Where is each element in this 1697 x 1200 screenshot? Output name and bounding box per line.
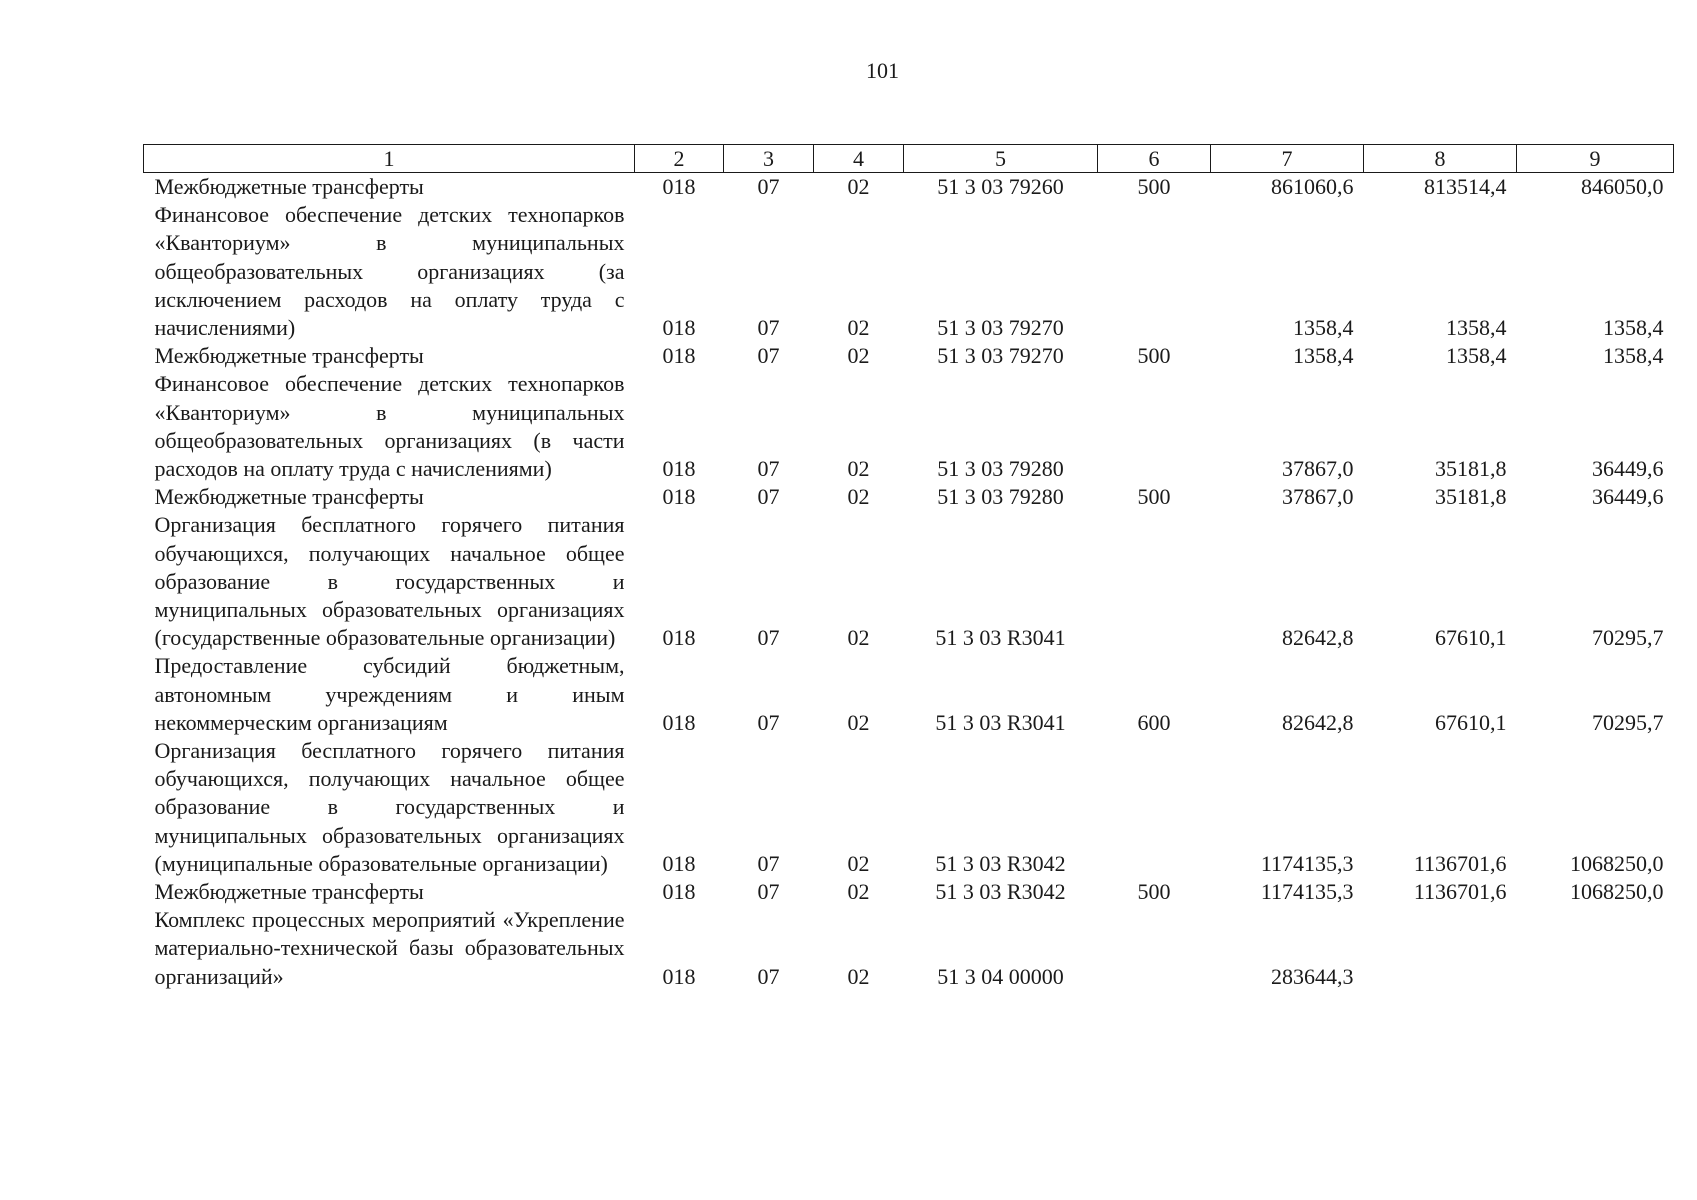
cell-subsection: 02 xyxy=(847,625,870,651)
cell-section: 07 xyxy=(757,963,780,989)
table-row xyxy=(144,511,1674,652)
cell-subsection: 02 xyxy=(847,879,870,905)
column-header: 1 xyxy=(144,145,635,173)
cell-section: 07 xyxy=(757,625,780,651)
cell-amount-9: 36449,6 xyxy=(1592,456,1664,482)
row-name: Межбюджетные трансферты xyxy=(154,879,424,905)
column-header: 9 xyxy=(1517,145,1674,173)
cell-amount-7: 82642,8 xyxy=(1282,625,1354,651)
cell-amount-9: 36449,6 xyxy=(1592,484,1664,510)
cell-ministry: 018 xyxy=(662,625,696,651)
cell-ministry: 018 xyxy=(662,174,696,199)
table-header-row xyxy=(144,145,1674,173)
table-row xyxy=(144,370,1674,483)
cell-expense-type xyxy=(1098,370,1211,483)
row-name: Организация бесплатного горячего питания обучающихся, получающих начальное общее образование в государственных и муниципальных образовательных организациях (муниципальные образовательные организации) xyxy=(154,738,625,876)
cell-subsection: 02 xyxy=(847,484,870,510)
row-name: Комплекс процессных мероприятий «Укрепление материально-технической базы образовательных организаций» xyxy=(154,907,625,989)
cell-subsection: 02 xyxy=(847,709,870,735)
cell-ministry: 018 xyxy=(662,484,696,510)
cell-expense-type: 500 xyxy=(1137,879,1171,905)
cell-amount-9: 1358,4 xyxy=(1603,343,1664,369)
cell-target-article: 51 3 03 79280 xyxy=(937,484,1064,510)
cell-expense-type xyxy=(1098,737,1211,878)
row-name: Финансовое обеспечение детских технопарков «Кванториум» в муниципальных общеобразовательных организациях (за исключением расходов на оплату труда с начислениями) xyxy=(154,202,625,341)
cell-amount-9: 1358,4 xyxy=(1603,315,1664,341)
row-name: Предоставление субсидий бюджетным, автономным учреждениям и иным некоммерческим организациям xyxy=(154,653,625,735)
cell-target-article: 51 3 03 79280 xyxy=(937,456,1064,482)
cell-subsection: 02 xyxy=(847,315,870,341)
cell-target-article: 51 3 03 R3042 xyxy=(935,879,1066,905)
cell-target-article: 51 3 03 79260 xyxy=(937,174,1064,199)
column-header: 7 xyxy=(1211,145,1364,173)
cell-target-article: 51 3 03 R3041 xyxy=(935,625,1066,651)
cell-amount-7: 37867,0 xyxy=(1282,484,1354,510)
cell-target-article: 51 3 03 79270 xyxy=(937,343,1064,369)
cell-amount-8: 35181,8 xyxy=(1435,484,1507,510)
budget-table xyxy=(143,144,1674,991)
cell-expense-type xyxy=(1098,201,1211,342)
cell-amount-9: 1068250,0 xyxy=(1570,879,1664,905)
cell-ministry: 018 xyxy=(662,456,696,482)
cell-expense-type xyxy=(1098,906,1211,991)
column-header: 6 xyxy=(1098,145,1211,173)
cell-section: 07 xyxy=(757,850,780,876)
cell-amount-7: 1174135,3 xyxy=(1260,850,1354,876)
cell-amount-8 xyxy=(1364,906,1517,991)
cell-subsection: 02 xyxy=(847,456,870,482)
cell-amount-8: 67610,1 xyxy=(1435,709,1507,735)
table-row xyxy=(144,483,1674,511)
table-row xyxy=(144,201,1674,342)
cell-subsection: 02 xyxy=(847,850,870,876)
cell-ministry: 018 xyxy=(662,343,696,369)
cell-amount-9: 1068250,0 xyxy=(1570,850,1664,876)
cell-ministry: 018 xyxy=(662,879,696,905)
cell-expense-type: 500 xyxy=(1137,174,1171,199)
cell-section: 07 xyxy=(757,484,780,510)
cell-amount-7: 861060,6 xyxy=(1271,174,1354,199)
cell-target-article: 51 3 03 R3042 xyxy=(935,850,1066,876)
column-header: 8 xyxy=(1364,145,1517,173)
cell-target-article: 51 3 04 00000 xyxy=(937,963,1064,989)
cell-amount-8: 1136701,6 xyxy=(1413,850,1507,876)
cell-expense-type: 500 xyxy=(1137,343,1171,369)
cell-expense-type: 500 xyxy=(1137,484,1171,510)
column-header: 3 xyxy=(724,145,814,173)
cell-amount-7: 82642,8 xyxy=(1282,709,1354,735)
page-number: 101 xyxy=(866,58,899,83)
cell-expense-type: 600 xyxy=(1137,709,1171,735)
table-row xyxy=(144,906,1674,991)
cell-subsection: 02 xyxy=(847,343,870,369)
cell-ministry: 018 xyxy=(662,709,696,735)
cell-ministry: 018 xyxy=(662,315,696,341)
row-name: Межбюджетные трансферты xyxy=(154,174,424,199)
cell-amount-7: 283644,3 xyxy=(1271,963,1354,989)
cell-subsection: 02 xyxy=(847,963,870,989)
cell-amount-8: 1358,4 xyxy=(1446,343,1507,369)
row-name: Организация бесплатного горячего питания обучающихся, получающих начальное общее образование в государственных и муниципальных образовательных организациях (государственные образовательные организации) xyxy=(154,512,625,651)
cell-expense-type xyxy=(1098,511,1211,652)
cell-subsection: 02 xyxy=(847,174,870,199)
cell-amount-9: 70295,7 xyxy=(1592,709,1664,735)
row-name: Финансовое обеспечение детских технопарков «Кванториум» в муниципальных общеобразовательных организациях (в части расходов на оплату труда с начислениями) xyxy=(154,371,625,482)
cell-ministry: 018 xyxy=(662,963,696,989)
cell-section: 07 xyxy=(757,456,780,482)
table-row xyxy=(144,173,1674,202)
cell-amount-9 xyxy=(1517,906,1674,991)
cell-amount-8: 67610,1 xyxy=(1435,625,1507,651)
cell-amount-7: 1358,4 xyxy=(1293,343,1354,369)
cell-amount-8: 1136701,6 xyxy=(1413,879,1507,905)
cell-amount-8: 813514,4 xyxy=(1424,174,1507,199)
cell-amount-7: 37867,0 xyxy=(1282,456,1354,482)
table-row xyxy=(144,652,1674,737)
column-header: 5 xyxy=(904,145,1098,173)
cell-amount-7: 1174135,3 xyxy=(1260,879,1354,905)
cell-amount-7: 1358,4 xyxy=(1293,315,1354,341)
table-row xyxy=(144,878,1674,906)
cell-section: 07 xyxy=(757,174,780,199)
cell-target-article: 51 3 03 R3041 xyxy=(935,709,1066,735)
cell-section: 07 xyxy=(757,315,780,341)
cell-ministry: 018 xyxy=(662,850,696,876)
column-header: 4 xyxy=(814,145,904,173)
cell-section: 07 xyxy=(757,709,780,735)
row-name: Межбюджетные трансферты xyxy=(154,343,424,369)
cell-amount-8: 35181,8 xyxy=(1435,456,1507,482)
cell-target-article: 51 3 03 79270 xyxy=(937,315,1064,341)
cell-amount-9: 70295,7 xyxy=(1592,625,1664,651)
cell-amount-8: 1358,4 xyxy=(1446,315,1507,341)
cell-amount-9: 846050,0 xyxy=(1581,174,1664,199)
cell-section: 07 xyxy=(757,879,780,905)
cell-section: 07 xyxy=(757,343,780,369)
row-name: Межбюджетные трансферты xyxy=(154,484,424,510)
table-row xyxy=(144,737,1674,878)
table-row xyxy=(144,342,1674,370)
column-header: 2 xyxy=(635,145,724,173)
